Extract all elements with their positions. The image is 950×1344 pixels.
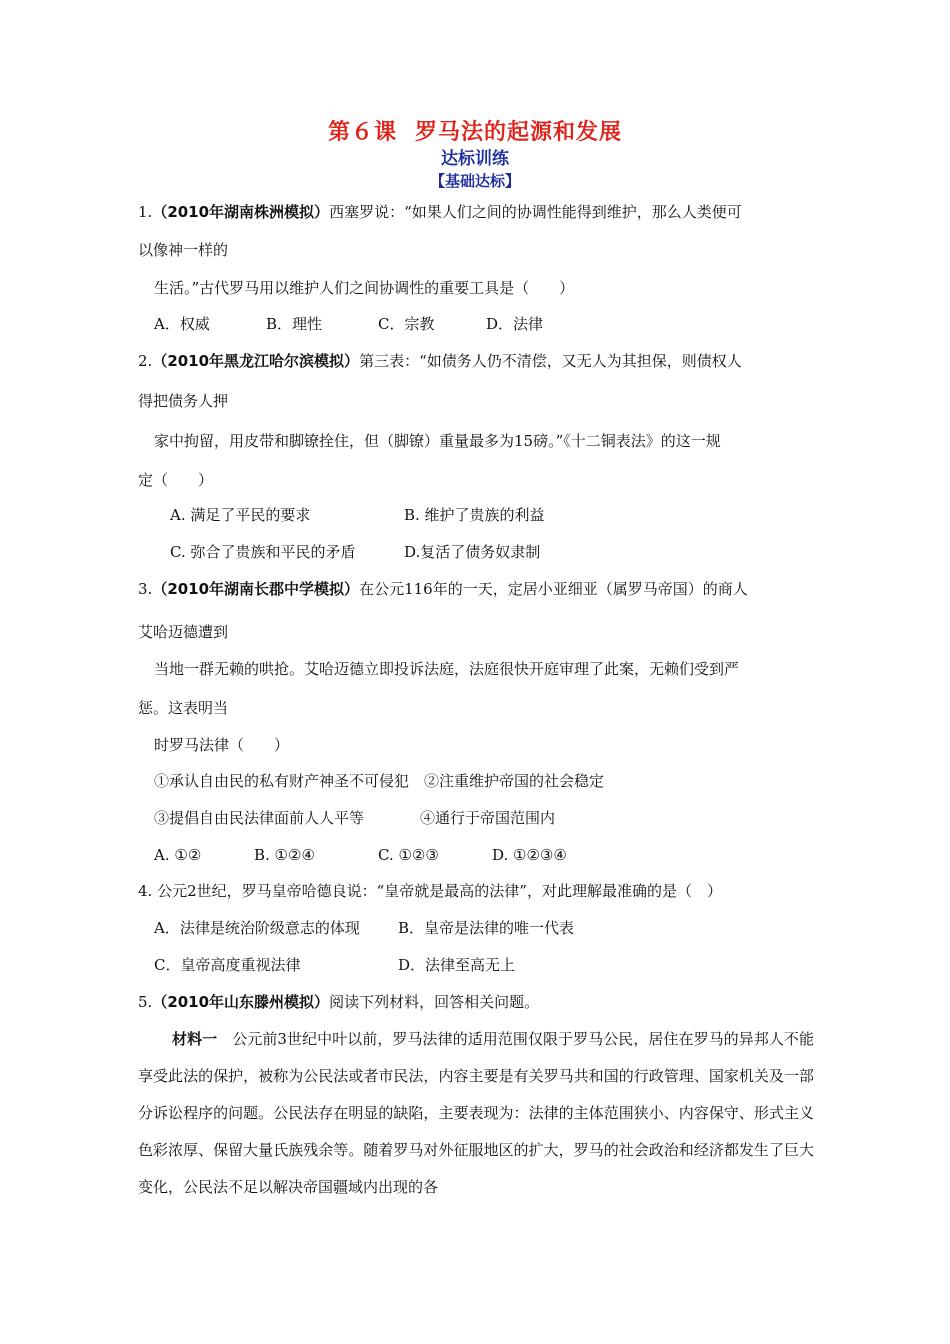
q3-option-d: D. ①②③④: [492, 846, 567, 864]
q4-options-row1: [154, 918, 834, 938]
q1-option-d: D．法律: [486, 315, 544, 333]
q3-line4: 惩。这表明当: [138, 699, 229, 717]
q1-option-a: A．权威: [154, 315, 210, 333]
q1-line3: 生活。”古代罗马用以维护人们之间协调性的重要工具是（ ）: [154, 279, 575, 297]
q5-source: （2010年山东滕州模拟）: [152, 993, 330, 1011]
q4-option-a: A．法律是统治阶级意志的体现: [154, 919, 360, 937]
q3-item-1: ①承认自由民的私有财产神圣不可侵犯: [154, 772, 410, 790]
q1-option-c: C．宗教: [378, 315, 435, 333]
q3-item-4: ④通行于帝国范围内: [420, 809, 556, 827]
lesson-number: 第６课: [327, 120, 397, 145]
q3-items-row1: [154, 771, 834, 791]
q2-line3: 家中拘留，用皮带和脚镣拴住，但（脚镣）重量最多为15磅。”《十二铜表法》的这一规: [154, 432, 721, 450]
q2-option-a: A. 满足了平民的要求: [170, 506, 311, 524]
q3-item-2: ②注重维护帝国的社会稳定: [424, 772, 605, 790]
q4-options-row2: [154, 955, 834, 975]
q2-option-d: D.复活了债务奴隶制: [404, 543, 541, 561]
q3-line2: 艾哈迈德遭到: [138, 623, 229, 641]
material-label: 材料一: [172, 1030, 218, 1048]
q3-line1: 3.（2010年湖南长郡中学模拟）在公元116年的一天，定居小亚细亚（属罗马帝国）的商人: [138, 580, 748, 598]
q3-options: [154, 845, 834, 865]
page-title: [0, 118, 950, 148]
section-heading: 【基础达标】: [429, 172, 520, 190]
q2-line2: 得把债务人押: [138, 392, 229, 410]
q1-option-b: B．理性: [266, 315, 323, 333]
q3-line3: 当地一群无赖的哄抢。艾哈迈德立即投诉法庭，法庭很快开庭审理了此案，无赖们受到严: [154, 660, 740, 678]
q3-line5: 时罗马法律（ ）: [154, 736, 290, 754]
q1-source: （2010年湖南株洲模拟）: [152, 203, 330, 221]
q3-option-c: C. ①②③: [378, 846, 439, 864]
q4-option-b: B．皇帝是法律的唯一代表: [398, 919, 575, 937]
q4-option-c: C．皇帝高度重视法律: [154, 956, 301, 974]
q1-options: [154, 314, 834, 334]
lesson-title: 罗马法的起源和发展: [415, 120, 623, 145]
q3-item-3: ③提倡自由民法律面前人人平等: [154, 809, 365, 827]
q1-line2: 以像神一样的: [138, 241, 229, 259]
q2-option-c: C. 弥合了贵族和平民的矛盾: [170, 543, 356, 561]
q2-option-b: B. 维护了贵族的利益: [404, 506, 545, 524]
q5-line1: 5.（2010年山东滕州模拟）阅读下列材料，回答相关问题。: [138, 993, 540, 1011]
material-text: 公元前3世纪中叶以前，罗马法律的适用范围仅限于罗马公民，居住在罗马的异邦人不能享受此法的保护，被称为公民法或者市民法，内容主要是有关罗马共和国的行政管理、国家机关及一部分诉讼程序的问题。公民法存在明显的缺陷，主要表现为：法律的主体范围狭小、内容保守、形式主义色彩浓厚、保留大量氏族残余等。随着罗马对外征服地区的扩大，罗马的社会政治和经济都发生了巨大变化，公民法不足以解决帝国疆域内出现的各: [138, 1030, 814, 1196]
q1-line1: 1.（2010年湖南株洲模拟）西塞罗说：“如果人们之间的协调性能得到维护，那么人类便可: [138, 203, 742, 221]
q2-line4: 定（ ）: [138, 471, 214, 489]
q4-option-d: D．法律至高无上: [398, 956, 516, 974]
q3-option-b: B. ①②④: [254, 846, 315, 864]
q3-items-row2: [154, 808, 834, 828]
q2-line1: 2.（2010年黑龙江哈尔滨模拟）第三表：“如债务人仍不清偿，又无人为其担保，则债权人: [138, 352, 742, 370]
q2-options-row1: [170, 505, 850, 525]
q2-options-row2: [170, 542, 850, 562]
q5-material-one: [138, 1021, 814, 1206]
q2-source: （2010年黑龙江哈尔滨模拟）: [152, 352, 360, 370]
q3-source: （2010年湖南长郡中学模拟）: [152, 580, 360, 598]
page-subtitle: 达标训练: [441, 149, 509, 169]
q4-text: 4. 公元2世纪，罗马皇帝哈德良说：“皇帝就是最高的法律”，对此理解最准确的是（ ）: [138, 882, 722, 900]
q3-option-a: A. ①②: [154, 846, 202, 864]
header: [0, 118, 950, 192]
